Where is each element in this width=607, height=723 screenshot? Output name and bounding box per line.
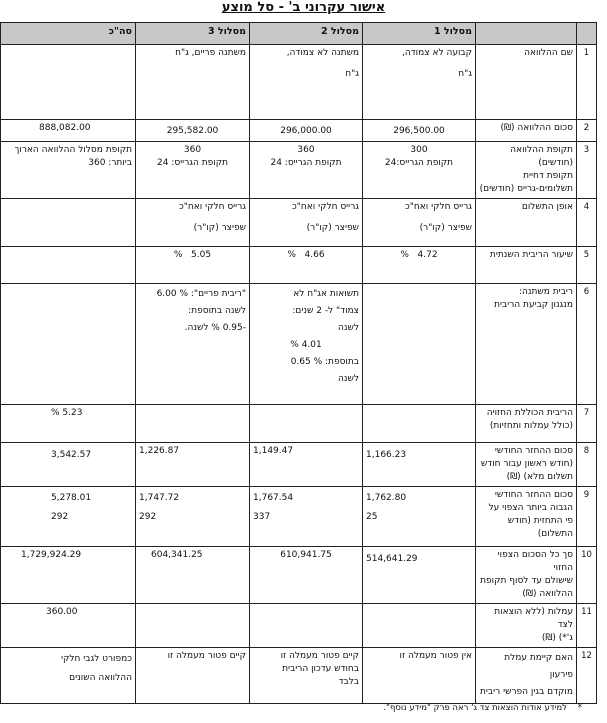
loan-offer-table: [0, 22, 597, 704]
cell-line: שפיצר (קו"ר): [419, 223, 472, 233]
label-line: פי התחזית (חודש: [507, 516, 573, 526]
track-2-cell: [250, 45, 363, 120]
total-cell: [1, 284, 136, 405]
track-1-cell: [363, 45, 476, 120]
header-row: [1, 23, 597, 45]
label-line: האם קיימת עמלת פירעון: [504, 653, 573, 680]
total-cell: [1, 45, 136, 120]
cell-line: 360: [183, 145, 202, 155]
label-line: תקופת ההלוואה (חודשים): [510, 145, 573, 168]
row-number: 2: [577, 120, 597, 142]
track-3-cell: [136, 487, 250, 547]
row-number: 7: [577, 405, 597, 443]
track-3-cell: 295,582.00: [136, 120, 250, 142]
label-line: הגבוה ביותר הצפוי על: [488, 503, 573, 513]
table-row: [1, 247, 597, 284]
label-line: תשלום מלא) (₪): [506, 472, 573, 482]
cell-line: שפיצר (קו"ר): [306, 223, 359, 233]
footnote-marker: *: [577, 703, 582, 713]
label-line: סכום ההחזר החודשי: [494, 490, 573, 500]
cell-line: 1,767.54: [253, 493, 294, 503]
row-number: 9: [577, 487, 597, 547]
total-cell: תקופת מסלול ההלוואה הארוך ביותר: 360: [1, 142, 136, 199]
track-1-cell: 1,166.23: [363, 443, 476, 487]
label-line: ההלוואה (₪): [522, 589, 573, 599]
track-1-cell: [363, 199, 476, 247]
cell-line: משתנה לא צמודה,: [286, 48, 359, 58]
cell-line: לשנה: [338, 323, 359, 333]
cell-line: גרייס חלקי ואח"כ: [291, 202, 359, 212]
track-1-cell: [363, 284, 476, 405]
row-label: [476, 443, 577, 487]
cell-line: 337: [253, 512, 271, 522]
row-number: 6: [577, 284, 597, 405]
cell-line: כמפורט לגבי חלקי: [60, 654, 132, 664]
document-title: אישור עקרוני ב' - סל מוצע: [221, 0, 386, 15]
table-row: [1, 487, 597, 547]
percent-sign: %: [173, 250, 183, 260]
header-total: סה"כ: [1, 23, 136, 45]
total-cell: 360.00: [1, 604, 136, 648]
track-2-cell: 1,149.47: [250, 443, 363, 487]
row-label: [476, 487, 577, 547]
table-row: [1, 604, 597, 648]
cell-line: ההלוואה השונים: [69, 673, 132, 683]
cell-line: תקופת הגרייס: 24: [156, 158, 229, 168]
label-line: עמלות (ללא הוצאות לצד: [494, 607, 573, 630]
label-line: התשלום): [537, 529, 573, 539]
track-3-cell: 1,226.87: [136, 443, 250, 487]
cell-line: בחודש עדכון הריבית: [282, 664, 359, 674]
rate-value: 4.72: [417, 250, 438, 260]
total-cell: [1, 648, 136, 704]
cell-line: בלבד: [338, 677, 359, 687]
total-cell: 1,729,924.29: [1, 547, 136, 604]
table-row: [1, 120, 597, 142]
row-label: [476, 604, 577, 648]
rate-value: 5.05: [191, 250, 212, 260]
label-line: מוקדם בגין הפרשי ריבית: [480, 687, 573, 697]
total-cell: 3,542.57: [1, 443, 136, 487]
label-line: שישולם עד לסוף תקופת: [480, 576, 573, 586]
track-3-cell: 604,341.25: [136, 547, 250, 604]
label-line: ג'*) (₪): [541, 633, 573, 643]
cell-line: גרייס חלקי ואח"כ: [404, 202, 472, 212]
track-1-cell: [363, 142, 476, 199]
footnote-text: למידע אודות הוצאות צד ג' ראה פרק "מידע נוסף".: [383, 703, 567, 713]
track-1-cell: 296,500.00: [363, 120, 476, 142]
track-3-cell: [136, 247, 250, 284]
table-row: [1, 648, 597, 704]
track-2-cell: [250, 142, 363, 199]
row-number: 12: [577, 648, 597, 704]
header-track-1: מסלול 1: [363, 23, 476, 45]
row-number: 8: [577, 443, 597, 487]
cell-line: שפיצר (קו"ר): [193, 223, 246, 233]
label-line: (חודש ראשון עבור חודש: [480, 459, 573, 469]
row-label: [476, 142, 577, 199]
cell-line: 1,747.72: [139, 493, 180, 503]
table-row: [1, 284, 597, 405]
cell-line: 4.01 %: [290, 340, 322, 350]
track-3-cell: [136, 284, 250, 405]
label-line: מנגנון קביעת הריבית: [494, 300, 573, 310]
total-cell: 5.23 %: [1, 405, 136, 443]
row-number: 3: [577, 142, 597, 199]
track-3-cell: [136, 199, 250, 247]
track-2-cell: [250, 199, 363, 247]
header-track-2: מסלול 2: [250, 23, 363, 45]
total-cell: [1, 247, 136, 284]
cell-line: 300: [410, 145, 428, 155]
row-number: 10: [577, 547, 597, 604]
track-1-cell: [363, 405, 476, 443]
cell-line: לשנה בתוספת:: [188, 306, 246, 316]
track-2-cell: [250, 487, 363, 547]
table-row: [1, 547, 597, 604]
cell-line: תשואות אג"ח לא: [293, 289, 359, 299]
percent-sign: %: [287, 250, 296, 260]
cell-line: בתוספת: % 0.65: [290, 357, 359, 367]
track-2-cell: [250, 247, 363, 284]
total-cell: [1, 199, 136, 247]
track-1-cell: אין פטור מעמלה זו: [363, 648, 476, 704]
row-label: סכום ההלוואה (₪): [476, 120, 577, 142]
row-number: 5: [577, 247, 597, 284]
cell-line: תקופת הגרייס:24: [384, 158, 454, 168]
track-2-cell: 610,941.75: [250, 547, 363, 604]
cell-line: 1,762.80: [366, 493, 407, 503]
cell-line: תקופת הגרייס: 24: [270, 158, 342, 168]
cell-line: 292: [139, 512, 157, 522]
track-2-cell: [250, 648, 363, 704]
row-label: [476, 284, 577, 405]
track-1-cell: [363, 487, 476, 547]
label-line: סכום ההחזר החודשי: [494, 446, 573, 456]
cell-line: 25: [366, 512, 378, 522]
label-line: תקופת דחיית תשלומים-גרייס (חודשים): [479, 171, 573, 194]
label-line: (כולל עמלות ותחזיות): [489, 421, 573, 431]
total-cell: 888,082.00: [1, 120, 136, 142]
percent-sign: %: [400, 250, 409, 260]
track-2-cell: 296,000.00: [250, 120, 363, 142]
cell-line: צמוד" ל- 2 שנים:: [292, 306, 359, 316]
cell-line: 292: [51, 512, 69, 522]
table-row: [1, 405, 597, 443]
total-cell: [1, 487, 136, 547]
row-label: [476, 405, 577, 443]
track-2-cell: [250, 284, 363, 405]
row-number: 1: [577, 45, 597, 120]
cell-line: "ריבית פריים": % 6.00: [156, 289, 246, 299]
cell-line: -0.95 % לשנה.: [184, 323, 246, 333]
row-label: אופן התשלום: [476, 199, 577, 247]
track-3-cell: [136, 604, 250, 648]
track-3-cell: משתנה פריים, ג"ח: [136, 45, 250, 120]
label-line: הריבית הכוללת החזויה: [486, 408, 573, 418]
track-3-cell: [136, 142, 250, 199]
cell-line: קבועה לא צמודה,: [402, 48, 472, 58]
row-label: [476, 648, 577, 704]
cell-line: ג"ח: [458, 69, 472, 79]
table-row: [1, 199, 597, 247]
track-3-cell: [136, 405, 250, 443]
cell-line: 360: [297, 145, 315, 155]
row-number: 4: [577, 199, 597, 247]
cell-line: קיים פטור מעמלה זו: [280, 651, 359, 661]
row-number: 11: [577, 604, 597, 648]
track-1-cell: [363, 247, 476, 284]
cell-line: לשנה: [338, 374, 359, 384]
cell-line: גרייס חלקי ואח"כ: [178, 202, 246, 212]
label-line: סך כל הסכום הצפוי החזוי: [497, 550, 573, 573]
header-track-3: מסלול 3: [136, 23, 250, 45]
cell-line: 5,278.01: [51, 493, 92, 503]
row-label: [476, 547, 577, 604]
rate-value: 4.66: [304, 250, 325, 260]
track-1-cell: 514,641.29: [363, 547, 476, 604]
row-label: שם ההלוואה: [476, 45, 577, 120]
track-2-cell: [250, 405, 363, 443]
row-label: שיעור הריבית השנתית: [476, 247, 577, 284]
table-row: [1, 443, 597, 487]
table-row: [1, 142, 597, 199]
label-line: ריבית משתנה:: [518, 287, 573, 297]
table-row: [1, 45, 597, 120]
track-3-cell: קיים פטור מעמלה זו: [136, 648, 250, 704]
track-2-cell: [250, 604, 363, 648]
cell-line: ג"ח: [345, 69, 359, 79]
track-1-cell: [363, 604, 476, 648]
